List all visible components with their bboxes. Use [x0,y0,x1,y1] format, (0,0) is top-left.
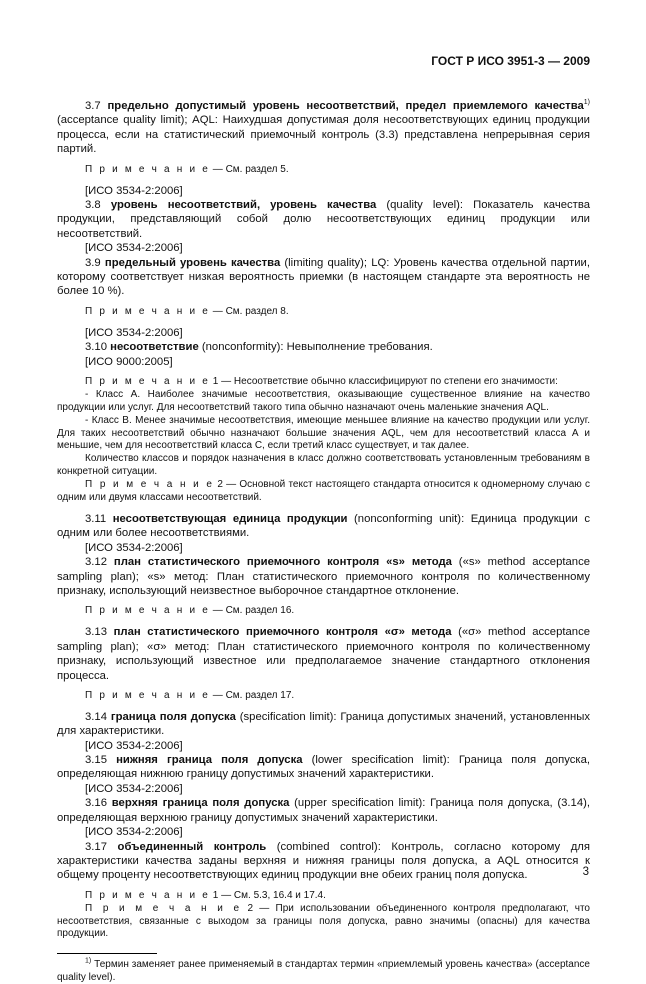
term-definition: (nonconforming unit): Единица продукции с одним или более несоответствиями. [57,512,590,540]
term-number: 3.17 [85,840,107,853]
reference: [ИСО 3534-2:2006] [85,541,183,554]
term-number: 3.8 [85,198,101,211]
term-number: 3.11 [85,512,107,525]
term-3-10 [57,340,590,354]
term-definition: (nonconformity): Невыполнение требования. [198,341,433,354]
term-title: предельно допустимый уровень несоответствий, предел приемлемого качества [107,100,584,112]
note-1 [57,890,590,903]
reference: [ИСО 3534-2:2006] [85,184,183,197]
term-number: 3.12 [85,556,107,569]
note [57,605,590,618]
note-label: П р и м е ч а н и е [85,605,211,617]
term-title: несоответствие [110,341,199,354]
term-title: верхняя граница поля допуска [111,797,290,810]
note-number: 1 [210,375,219,387]
term-number: 3.15 [85,754,107,767]
note-number: 2 [214,479,223,491]
note-text: — При использовании объединенного контроля предполагают, что несоответствия, связанные с выходом за границы поля допуска, равно значимы (опасны) для качества продукции. [57,902,590,940]
term-title: план статистического приемочного контроля «σ» метода [113,626,452,639]
note-label: П р и м е ч а н и е [85,479,215,491]
term-title: план статистического приемочного контроля «s» метода [113,556,452,569]
term-title: предельный уровень качества [104,256,281,269]
term-3-11 [57,512,590,541]
note [57,306,590,319]
reference: [ИСО 3534-2:2006] [85,242,183,255]
term-3-12 [57,555,590,598]
term-3-16 [57,796,590,825]
term-3-14 [57,710,590,739]
note-text: — См. раздел 16. [210,605,295,617]
term-definition: (lower specification limit): Граница поля допуска, определяющая нижнюю границу допустимых значений характеристики. [57,754,590,781]
classes-text: Количество классов и порядок назначения в класс должно соответствовать установленным требованиям в конкретной ситуации. [57,453,590,478]
term-title: несоответствующая единица продукции [112,512,348,525]
note-text: — См. раздел 5. [210,163,289,175]
document-body [57,99,590,984]
term-number: 3.7 [85,100,101,112]
note-2 [57,479,590,505]
term-definition: (limiting quality); LQ: Уровень качества отдельной партии, которому соответствует низкая вероятность приемки (в настоящем стандарте эта вероятность не более 10 %). [57,256,590,298]
note-number: 2 [241,902,254,914]
term-number: 3.16 [85,797,107,810]
note-label: П р и м е ч а н и е [85,889,211,901]
term-3-13 [57,625,590,683]
reference: [ИСО 3534-2:2006] [85,782,183,795]
term-title: граница поля допуска [110,710,236,723]
term-3-9 [57,256,590,299]
footnote-ref: 1) [583,99,591,107]
term-definition: («s» method acceptance sampling plan); «s» метод: План статистического приемочного контроля по количественному признаку, использующий неизвестное выборочное стандартное отклонение. [57,556,590,597]
footnote-mark: 1) [85,958,92,966]
reference: [ИСО 3534-2:2006] [85,739,183,752]
term-title: нижняя граница поля допуска [116,754,303,767]
term-definition: (combined control): Контроль, согласно которому для характеристики качества заданы верхняя и нижняя границы поля допуска, а AQL относится к общему проценту несоответствующих единиц продукции вне обеих границ поля допуска. [57,840,591,882]
footnote-divider [57,953,157,954]
term-3-17 [57,840,590,883]
note-label: П р и м е ч а н и е [85,375,211,387]
note-2 [57,903,590,942]
term-title: уровень несоответствий, уровень качества [110,198,377,211]
note-label: П р и м е ч а н и е [85,163,211,175]
note-label: П р и м е ч а н и е [85,305,211,317]
class-b-text: - Класс В. Менее значимые несоответствия, имеющие меньшее влияние на качество продукции или услуг. Для таких несоответствий обычно назначают большие значения AQL, чем для несоответствий класса А и меньшие, чем для несоответствий класса С, если третий класс существует, и так далее. [57,414,590,452]
note [57,690,590,703]
footnote [57,958,590,984]
page-number: 3 [582,866,589,878]
document-header: ГОСТ Р ИСО 3951-3 — 2009 [431,54,590,68]
term-definition: (specification limit): Граница допустимых значений, установленных для характеристики. [57,710,590,738]
term-definition: (acceptance quality limit); AQL: Наихудшая допустимая доля несоответствующих единиц продукции процесса, если на статистический приемочный контроль (3.3) представлена непрерывная серия партий. [57,114,590,156]
term-number: 3.9 [85,256,101,269]
term-number: 3.10 [85,341,107,354]
reference: [ИСО 3534-2:2006] [85,826,183,839]
term-3-15 [57,753,590,782]
term-3-7 [57,99,590,157]
note-text: — Основной текст настоящего стандарта относится к одномерному случаю с одним или двумя классами несоответствий. [57,479,590,504]
note-text: — См. раздел 17. [210,689,295,701]
term-definition: (upper specification limit): Граница поля допуска, (3.14), определяющая верхнюю границу допустимых значений характеристики. [57,797,591,824]
note-label: П р и м е ч а н и е [85,902,242,914]
footnote-text: Термин заменяет ранее применяемый в стандартах термин «приемлемый уровень качества» (acceptance quality level). [57,959,590,984]
note-number: 1 [210,889,219,901]
term-definition: (quality level): Показатель качества продукции, представляющий собой долю несоответствующих единиц продукции или несоответствий. [57,198,590,240]
class-a-text: - Класс А. Наиболее значимые несоответствия, оказывающие существенное влияние на качество продукции или услуг. Для несоответствий такого типа обычно назначают очень маленькие значения AQL. [57,388,590,413]
term-title: объединенный контроль [117,840,267,853]
note-label: П р и м е ч а н и е [85,689,211,701]
term-3-8 [57,198,590,241]
note-text: — См. 5.3, 16.4 и 17.4. [218,889,326,901]
reference: [ИСО 9000:2005] [85,355,173,368]
term-number: 3.14 [85,710,107,723]
note [57,164,590,177]
term-number: 3.13 [85,626,107,639]
note-1 [57,376,590,389]
term-definition: («σ» method acceptance sampling plan); «σ» метод: План статистического приемочного контроля по количественному признаку, использующий известное или предполагаемое значение стандартного отклонения процесса. [57,626,590,682]
note-text: — Несоответствие обычно классифицируют по степени его значимости: [218,375,558,387]
reference: [ИСО 3534-2:2006] [85,326,183,339]
note-text: — См. раздел 8. [210,305,289,317]
